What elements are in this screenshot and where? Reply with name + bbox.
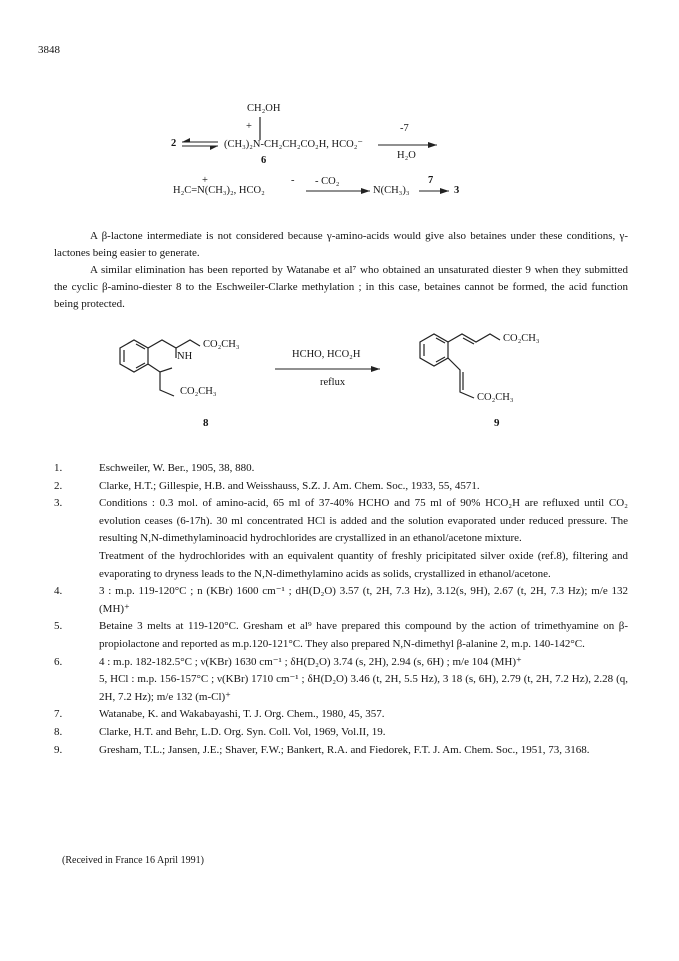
reference-item — [54, 706, 628, 724]
reference-number: 5. — [54, 620, 63, 633]
scheme1-arrow2-top: - CO₂ — [315, 176, 340, 187]
paragraph-watanabe: A similar elimination has been reported by Watanabe et al⁷ who obtained an unsaturated diester 9 when they submitted the cyclic β-amino-diester 8 to the Eschweiler-Clarke methylation ; in this case, betaines cannot be formed, the acid function being protected. — [54, 264, 628, 310]
reference-text: Betaine 3 melts at 119-120°C. Gresham et al⁹ have prepared this compound by the action of trimethyamine on β-propiolactone and reported as m.p.120-121°C. They also prepared N,N-dimethyl β-alanine 2, m.p. 140-142°C. — [99, 620, 628, 650]
reference-item — [54, 495, 628, 583]
reference-number: 2. — [54, 479, 63, 492]
reference-number: 8. — [54, 725, 63, 738]
reference-item — [54, 460, 628, 478]
scheme1-iminium-plus: + — [202, 175, 208, 186]
reference-text: Clarke, H.T.; Gillespie, H.B. and Weisshauss, S.Z. J. Am. Chem. Soc., 1933, 55, 4571. — [99, 479, 480, 492]
equilibrium-head-left — [182, 138, 190, 142]
reference-number: 1. — [54, 462, 63, 474]
scheme2-reagents: HCHO, HCO₂H — [292, 349, 361, 360]
received-note: (Received in France 16 April 1991) — [62, 855, 204, 866]
compound-9-co2ch3-top: CO₂CH₃ — [503, 333, 540, 344]
compound-8-co2ch3-bottom: CO₂CH₃ — [180, 386, 217, 397]
reference-text-continued: 5, HCl : m.p. 156-157°C ; ν(KBr) 1710 cm⁻¹ ; δH(D₂O) 3.46 (t, 2H, 5.5 Hz), 3 18 (s, 6H), 2.79 (t, 2H, 7.2 Hz), 2.28 (q, 2H, 7.2 Hz); m/e 132 (m-Cl)⁺ — [99, 673, 628, 703]
scheme1-arrow-bottom: H₂O — [397, 150, 416, 161]
reference-item — [54, 618, 628, 653]
scheme1-iminium-minus: - — [291, 175, 295, 186]
reference-number: 9. — [54, 743, 63, 756]
scheme1-iminium: H₂C=N(CH₃)₂, HCO₂ — [173, 185, 265, 196]
arrow-to-7-head — [428, 142, 437, 148]
equilibrium-head-right — [210, 146, 218, 150]
scheme1-arrows — [0, 0, 679, 230]
scheme1-reactant-2: 2 — [171, 138, 177, 149]
reference-item — [54, 478, 628, 496]
references-list — [54, 460, 628, 759]
reference-text: 3 : m.p. 119-120°C ; n (KBr) 1600 cm⁻¹ ; dH(D₂O) 3.57 (t, 2H, 7.3 Hz), 3.12(s, 9H), 2.67 (t, 2H, 7.3 Hz); m/e 132 (MH)⁺ — [99, 585, 628, 615]
scheme1-arrow3-top: 7 — [428, 175, 434, 186]
reference-text: Clarke, H.T. and Behr, L.D. Org. Syn. Coll. Vol, 1969, Vol.II, 19. — [99, 725, 386, 738]
paragraph-beta-lactone: A β-lactone intermediate is not considered because γ-amino-acids would give also betaines under these conditions, γ-lactones being easier to generate. — [54, 230, 628, 259]
reference-item — [54, 742, 628, 760]
reference-text: Watanabe, K. and Wakabayashi, T. J. Org. Chem., 1980, 45, 357. — [99, 708, 385, 721]
reference-item — [54, 654, 628, 707]
compound-8-nh: NH — [177, 351, 193, 362]
reference-number: 6. — [54, 655, 63, 668]
scheme1-product-6: (CH₃)₂N-CH₂CH₂CO₂H, HCO₂⁻ — [224, 139, 363, 150]
reference-text: Conditions : 0.3 mol. of amino-acid, 65 ml of 37-40% HCHO and 75 ml of 90% HCO₂H are refluxed until CO₂ evolution ceases (6-17h). 30 ml concentrated HCl is added and the solution evaporated under reduced pressure. The resulting N,N-dimethylaminoacid hydrochlorides are crystallized in an ethanol/acetone mixture. — [99, 497, 628, 545]
page-number: 3848 — [38, 44, 60, 56]
scheme1-label-6: 6 — [261, 155, 267, 166]
reference-number: 7. — [54, 708, 63, 721]
scheme1-tma: N(CH₃)₃ — [373, 185, 410, 196]
reference-text: 4 : m.p. 182-182.5°C ; ν(KBr) 1630 cm⁻¹ ; δH(D₂O) 3.74 (s, 2H), 2.94 (s, 6H) ; m/e 104 (MH)⁺ — [99, 655, 522, 668]
scheme1-final-3: 3 — [454, 185, 460, 196]
reference-text-block — [99, 495, 628, 583]
compound-9-co2ch3-bottom: CO₂CH₃ — [477, 392, 514, 403]
reference-text-continued: Treatment of the hydrochlorides with an equivalent quantity of freshly pricipitated silver oxide (ref.8), filtering and evaporating to dryness leads to the N,N-dimethylamino acids as solids, crystallized in ethanol/acetone. — [99, 549, 628, 580]
scheme2-conditions: reflux — [320, 377, 346, 388]
arrow-decarboxylation-head — [361, 188, 370, 194]
reference-text: Eschweiler, W. Ber., 1905, 38, 880. — [99, 462, 255, 474]
reference-item — [54, 724, 628, 742]
arrow-to-3-head — [440, 188, 449, 194]
reference-text: Gresham, T.L.; Jansen, J.E.; Shaver, F.W.; Bankert, R.A. and Fiedorek, F.T. J. Am. Chem. Soc., 1951, 73, 3168. — [99, 743, 590, 756]
reference-item — [54, 583, 628, 618]
scheme1-arrow-top: -7 — [400, 123, 409, 134]
compound-8-co2ch3-top: CO₂CH₃ — [203, 339, 240, 350]
scheme1-ch2oh: CH₂OH — [247, 103, 281, 114]
compound-label-8: 8 — [203, 417, 209, 429]
compound-label-9: 9 — [494, 417, 500, 429]
scheme1-plus: + — [246, 121, 252, 132]
compound-9-structure — [420, 334, 500, 398]
reference-number: 3. — [54, 497, 63, 510]
scheme2-arrow-head — [371, 366, 380, 372]
reference-text-block — [99, 654, 628, 707]
reference-number: 4. — [54, 585, 63, 598]
